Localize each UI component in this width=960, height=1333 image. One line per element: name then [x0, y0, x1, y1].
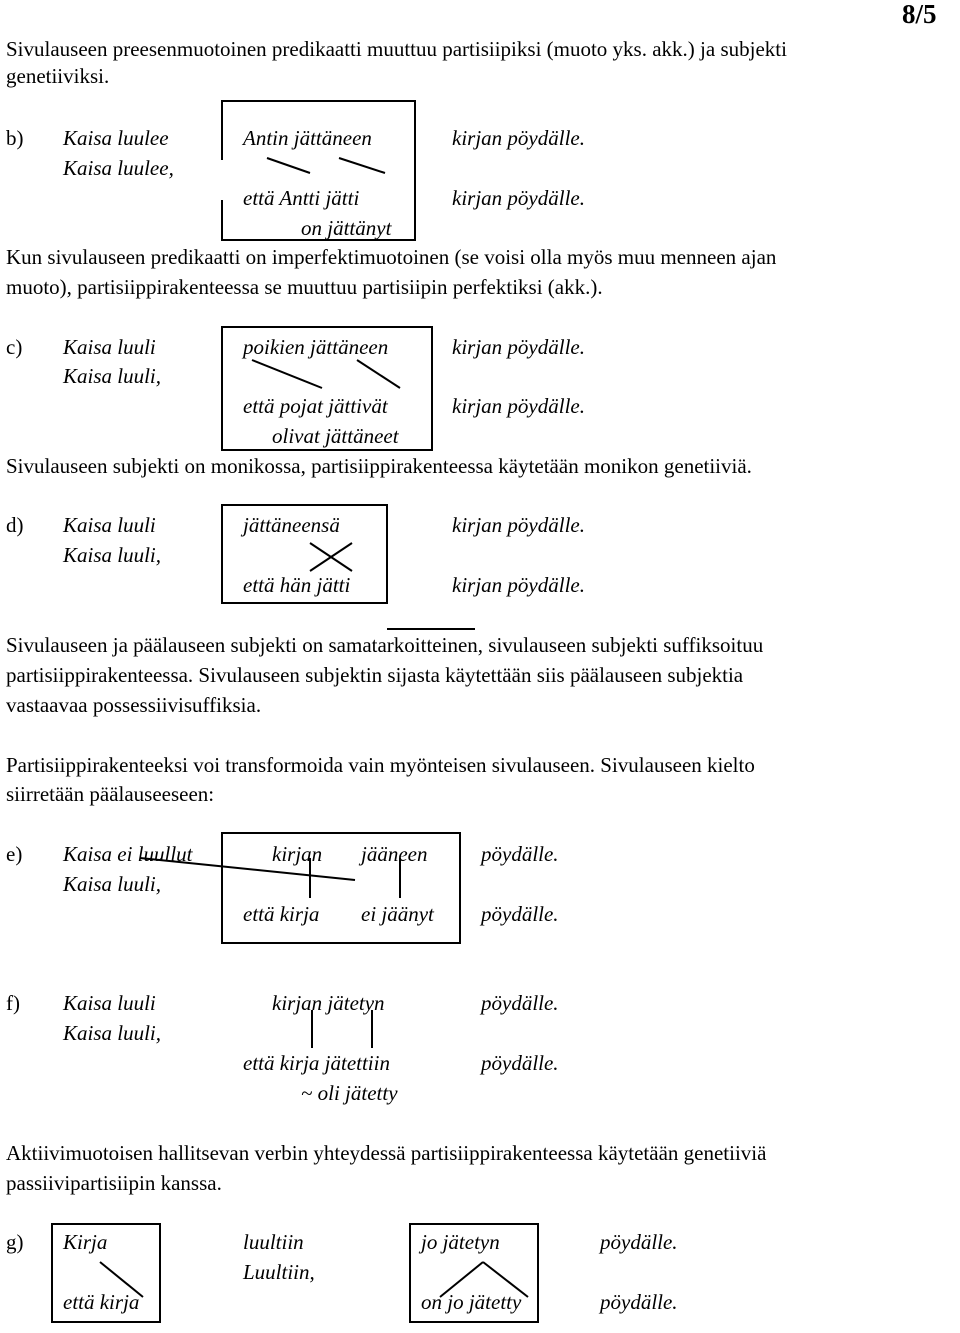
example-b-connector [267, 158, 310, 173]
example-e-main-clause: Kaisa ei luullut [63, 842, 193, 866]
example-f-place: pöydälle. [481, 991, 559, 1015]
example-e-participle-object: kirjan [272, 842, 323, 866]
text-f-line-1: Aktiivimuotoisen hallitsevan verbin yhteydessä partisiippirakenteessa käytetään genetiiviä [6, 1141, 767, 1165]
example-c-label: c) [6, 335, 23, 359]
example-g-label: g) [6, 1230, 24, 1254]
text-e-line-1: Partisiippirakenteeksi voi transformoida vain myönteisen sivulauseen. Sivulauseen kielto [6, 753, 755, 777]
example-f-label: f) [6, 991, 20, 1015]
example-c-alt-form: olivat jättäneet [272, 424, 399, 448]
example-g-subclause-place: pöydälle. [600, 1290, 678, 1314]
example-b-subclause-object: kirjan pöydälle. [452, 186, 585, 210]
example-b-alt-form: on jättänyt [301, 216, 392, 240]
example-f-alt-form: ~ oli jätetty [301, 1081, 398, 1105]
example-e-place: pöydälle. [481, 842, 559, 866]
example-g-participle: jo jätetyn [421, 1230, 500, 1254]
example-e-subclause-verb: ei jäänyt [361, 902, 434, 926]
intro-line-2: genetiiviksi. [6, 64, 110, 88]
example-g-place: pöydälle. [600, 1230, 678, 1254]
example-d-connector [310, 543, 352, 571]
example-g-main-verb-2: Luultiin, [243, 1260, 315, 1284]
text-e-line-2: siirretään päälauseeseen: [6, 782, 215, 806]
text-d-line-1: Sivulauseen ja päälauseen subjekti on samatarkoitteinen, sivulauseen subjekti suffiksoituu [6, 633, 764, 657]
example-c-subclause-object: kirjan pöydälle. [452, 394, 585, 418]
page-number: 8/5 [902, 0, 937, 29]
intro-line-1: Sivulauseen preesenmuotoinen predikaatti muuttuu partisiipiksi (muoto yks. akk.) ja subjekti [6, 37, 787, 61]
example-c-main-clause-2: Kaisa luuli, [63, 364, 162, 388]
example-e-main-clause-2: Kaisa luuli, [63, 872, 162, 896]
text-d-line-3: vastaavaa possessiivisuffiksia. [6, 693, 262, 717]
example-d-label: d) [6, 513, 24, 537]
example-d-connector [310, 543, 352, 571]
example-f-main-clause: Kaisa luuli [63, 991, 156, 1015]
example-b-main-clause-2: Kaisa luulee, [63, 156, 174, 180]
example-c-participle: poikien jättäneen [243, 335, 389, 359]
example-d-subclause: että hän jätti [243, 573, 351, 597]
example-f-subclause: että kirja jätettiin [243, 1051, 390, 1075]
example-c-object: kirjan pöydälle. [452, 335, 585, 359]
example-g-subclause-verb: on jo jätetty [421, 1290, 522, 1314]
example-d-main-clause-2: Kaisa luuli, [63, 543, 162, 567]
example-g-subject: Kirja [63, 1230, 108, 1254]
text-c: Sivulauseen subjekti on monikossa, partisiippirakenteessa käytetään monikon genetiiviä. [6, 454, 752, 478]
example-e-subclause: että kirja [243, 902, 320, 926]
example-d-participle: jättäneensä [243, 513, 340, 537]
example-f-participle: kirjan jätetyn [272, 991, 385, 1015]
text-d-line-2: partisiippirakenteessa. Sivulauseen subjektin sijasta käytettään siis päälauseen subjektia [6, 663, 744, 687]
text-f-line-2: passiivipartisiipin kanssa. [6, 1171, 222, 1195]
example-b-object: kirjan pöydälle. [452, 126, 585, 150]
example-d-object: kirjan pöydälle. [452, 513, 585, 537]
example-g-main-verb: luultiin [243, 1230, 304, 1254]
example-b-label: b) [6, 126, 24, 150]
example-d-main-clause: Kaisa luuli [63, 513, 156, 537]
example-c-connector [252, 360, 322, 388]
example-b-participle: Antin jättäneen [243, 126, 372, 150]
text-b-line-2: muoto), partisiippirakenteessa se muuttuu partisiipin perfektiksi (akk.). [6, 275, 603, 299]
example-g-subclause-subject: että kirja [63, 1290, 140, 1314]
example-c-main-clause: Kaisa luuli [63, 335, 156, 359]
example-f-main-clause-2: Kaisa luuli, [63, 1021, 162, 1045]
example-e-label: e) [6, 842, 23, 866]
example-c-connector [357, 360, 400, 388]
example-e-subclause-place: pöydälle. [481, 902, 559, 926]
example-d-subclause-object: kirjan pöydälle. [452, 573, 585, 597]
example-b-subclause: että Antti jätti [243, 186, 360, 210]
text-b-line-1: Kun sivulauseen predikaatti on imperfektimuotoinen (se voisi olla myös muu menneen ajan [6, 245, 777, 269]
example-b-main-clause: Kaisa luulee [63, 126, 169, 150]
example-b-connector [339, 158, 385, 173]
example-e-participle: jääneen [361, 842, 428, 866]
example-f-subclause-place: pöydälle. [481, 1051, 559, 1075]
example-c-subclause: että pojat jättivät [243, 394, 388, 418]
